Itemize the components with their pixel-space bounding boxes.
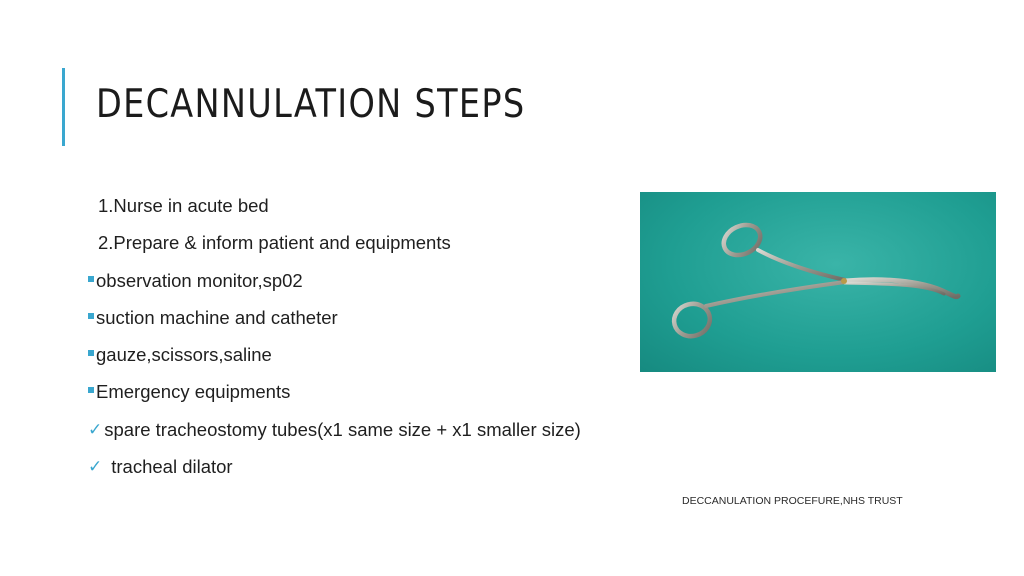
- list-item-text: tracheal dilator: [111, 456, 233, 478]
- list-item-8: [84, 453, 684, 490]
- list-item-1: [84, 192, 684, 229]
- square-bullet-icon: [88, 276, 94, 282]
- list-item-6: [84, 378, 684, 415]
- checkmark-icon: ✓: [88, 419, 103, 440]
- list-item-text: Emergency equipments: [96, 381, 291, 403]
- tracheal-dilator-illustration: [640, 192, 996, 372]
- list-item-text: suction machine and catheter: [96, 306, 338, 328]
- list-item-2: [84, 229, 684, 266]
- list-item-text: 1.Nurse in acute bed: [98, 195, 269, 216]
- list-item-text: gauze,scissors,saline: [96, 344, 272, 366]
- square-bullet-icon: [88, 387, 94, 393]
- square-bullet-icon: [88, 313, 94, 319]
- image-source-caption: DECCANULATION PROCEFURE,NHS TRUST: [682, 495, 903, 507]
- square-bullet-icon: [88, 350, 94, 356]
- list-item-5: [84, 341, 684, 378]
- list-item-7: [84, 416, 684, 453]
- list-item-3: [84, 267, 684, 304]
- slide-title: DECANNULATION STEPS: [96, 82, 526, 127]
- tracheal-dilator-photo: [640, 192, 996, 372]
- list-item-text: observation monitor,sp02: [96, 269, 303, 291]
- title-accent-bar: [62, 68, 65, 146]
- list-item-4: [84, 304, 684, 341]
- list-item-text: 2.Prepare & inform patient and equipments: [98, 232, 451, 254]
- checkmark-icon: ✓: [88, 457, 103, 478]
- bullet-list: [84, 192, 684, 490]
- list-item-text: spare tracheostomy tubes(x1 same size + x1 smaller size): [104, 418, 581, 440]
